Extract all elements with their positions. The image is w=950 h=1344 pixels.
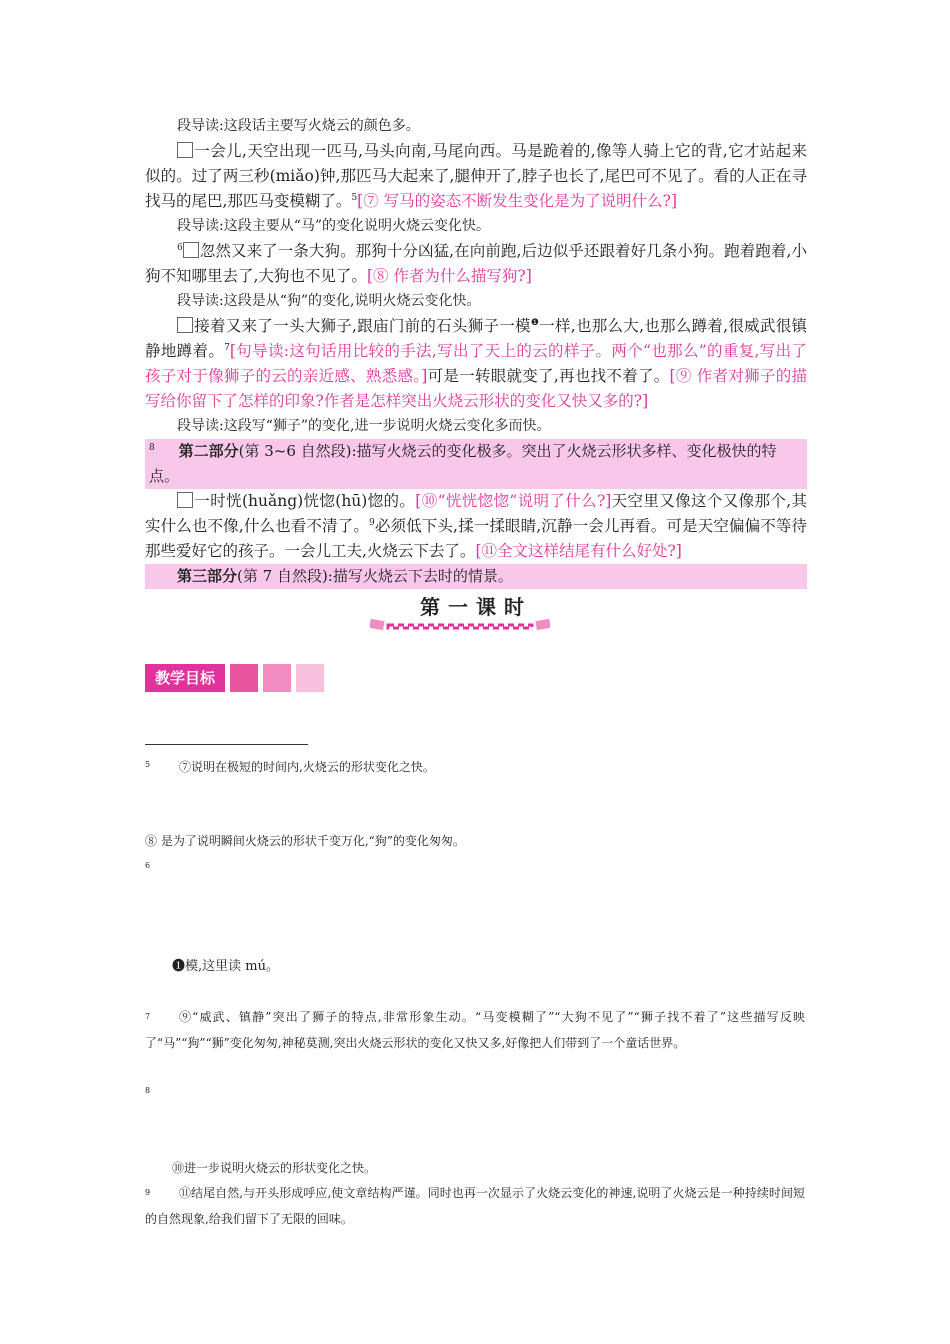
decor-square (263, 664, 291, 692)
footnote-number: 5 (145, 760, 151, 769)
footnote-9: ⑪结尾自然,与开头形成呼应,使文章结构严谨。同时也再一次显示了火烧云变化的神速,说明了火烧云是一种持续时间短的自然现象,给我们留下了无限的回味。 (145, 1186, 805, 1226)
footnote-ref[interactable]: 7 (224, 342, 230, 353)
paragraph-guide-5: 段导读:这段主要从“马”的变化说明火烧云变化快。 (177, 218, 491, 234)
lesson-title: 第一课时 (420, 595, 532, 619)
question-10: [⑩“恍恍惚惚”说明了什么?] (415, 492, 612, 510)
part-3-summary: 第三部分(第 7 自然段):描写火烧云下去时的情景。 (145, 564, 807, 589)
teaching-goal-header (145, 664, 324, 692)
footnote-number: 8 (145, 1086, 151, 1095)
paragraph-6: $^6$ 忽然又来了一条大狗。那狗十分凶猛,在向前跑,后边似乎还跟着好几条小狗。跑着跑着,小狗不知哪里去了,大狗也不见了。[⑧ 作者为什么描写狗?] (145, 242, 807, 285)
paragraph-marker-icon (177, 492, 193, 508)
part-2-summary: $^8$ 第二部分(第 3~6 自然段):描写火烧云的变化极多。突出了火烧云形状多样、变化极快的特点。 (145, 439, 807, 489)
paragraph-guide-7: 段导读:这段写“狮子”的变化,进一步说明火烧云变化多而快。 (177, 418, 551, 434)
paragraph-guide-6: 段导读:这段是从“狗”的变化,说明火烧云变化快。 (177, 293, 481, 309)
paragraph-marker-icon (183, 242, 199, 258)
question-9: [⑨ 作者对狮子的描写给你留下了怎样的印象?作者是怎样突出火烧云形状的变化又快又多的?] (145, 367, 807, 410)
footnote-divider (145, 744, 308, 745)
title-underline-decoration (370, 619, 550, 631)
body-text (145, 114, 807, 637)
footnote-7: ⑨“威武、镇静”突出了狮子的特点,非常形象生动。“马变模糊了”“大狗不见了”“狮子找不着了”这些描写反映了“马”“狗”“狮”变化匆匆,神秘莫测,突出火烧云形状的变化又快又多,好像把人们带到了一个童话世界。 (145, 1010, 805, 1050)
paragraph-guide-4: 段导读:这段话主要写火烧云的颜色多。 (177, 118, 420, 134)
question-7: [⑦ 写马的姿态不断发生变化是为了说明什么?] (357, 192, 678, 210)
footnote-note-1: ❶模,这里读 mú。 (172, 959, 279, 974)
footnote-5: ⑦说明在极短的时间内,火烧云的形状变化之快。 (179, 760, 435, 774)
footnote-ref[interactable]: 9 (368, 517, 375, 528)
paragraph-7: 接着又来了一头大狮子,跟庙门前的石头狮子一模$^❶$一样,也那么大,也那么蹲着,很威武很镇静地蹲着。$^7$[句导读:这句话用比较的手法,写出了天上的云的样子。两个“也那么”的重复,写出了孩子对于像狮子的云的亲近感、熟悉感。]可是一转眼就变了,再也找不着了。[⑨ 作者对狮子的描写给你留下了怎样的印象?作者是怎样突出火烧云形状的变化又快又多的?] (145, 317, 807, 410)
question-11: [⑪全文这样结尾有什么好处?] (475, 542, 682, 560)
decor-square (230, 664, 258, 692)
footnote-number: 7 (145, 1012, 151, 1021)
footnote-ref[interactable]: 8 (149, 443, 155, 453)
lesson-heading (145, 591, 807, 637)
question-8: [⑧ 作者为什么描写狗?] (366, 267, 532, 285)
paragraph-marker-icon (177, 317, 193, 333)
paragraph-5: 一会儿,天空出现一匹马,马头向南,马尾向西。马是跪着的,像等人骑上它的背,它才站起来似的。过了两三秒(miǎo)钟,那匹马大起来了,腿伸开了,脖子也长了,尾巴可不见了。看的人正在寻找马的尾巴,那匹马变模糊了。$^5$[⑦ 写马的姿态不断发生变化是为了说明什么?] (145, 142, 807, 210)
footnote-ref[interactable]: 6 (177, 242, 183, 253)
decor-square (296, 664, 324, 692)
footnote-8: ⑩进一步说明火烧云的形状变化之快。 (172, 1161, 377, 1175)
paragraph-8: 一时恍(huǎng)恍惚(hū)惚的。[⑩“恍恍惚惚”说明了什么?]天空里又像这个又像那个,其实什么也不像,什么也看不清了。$^9$必须低下头,揉一揉眼睛,沉静一会儿再看。可是天空偏偏不等待那些爱好它的孩子。一会儿工夫,火烧云下去了。[⑪全文这样结尾有什么好处?] (145, 492, 807, 560)
footnote-number: 6 (145, 861, 151, 870)
paragraph-marker-icon (177, 142, 193, 158)
footnote-number: 9 (145, 1188, 151, 1197)
footnote-6: ⑧ 是为了说明瞬间火烧云的形状千变万化,“狗”的变化匆匆。 (145, 834, 465, 848)
footnote-ref[interactable]: 5 (351, 192, 358, 203)
note-ref[interactable]: ❶ (530, 317, 540, 328)
sentence-guide: [句导读:这句话用比较的手法,写出了天上的云的样子。两个“也那么”的重复,写出了孩子对于像狮子的云的亲近感、熟悉感。] (145, 342, 807, 385)
teaching-goal-label: 教学目标 (145, 664, 225, 692)
